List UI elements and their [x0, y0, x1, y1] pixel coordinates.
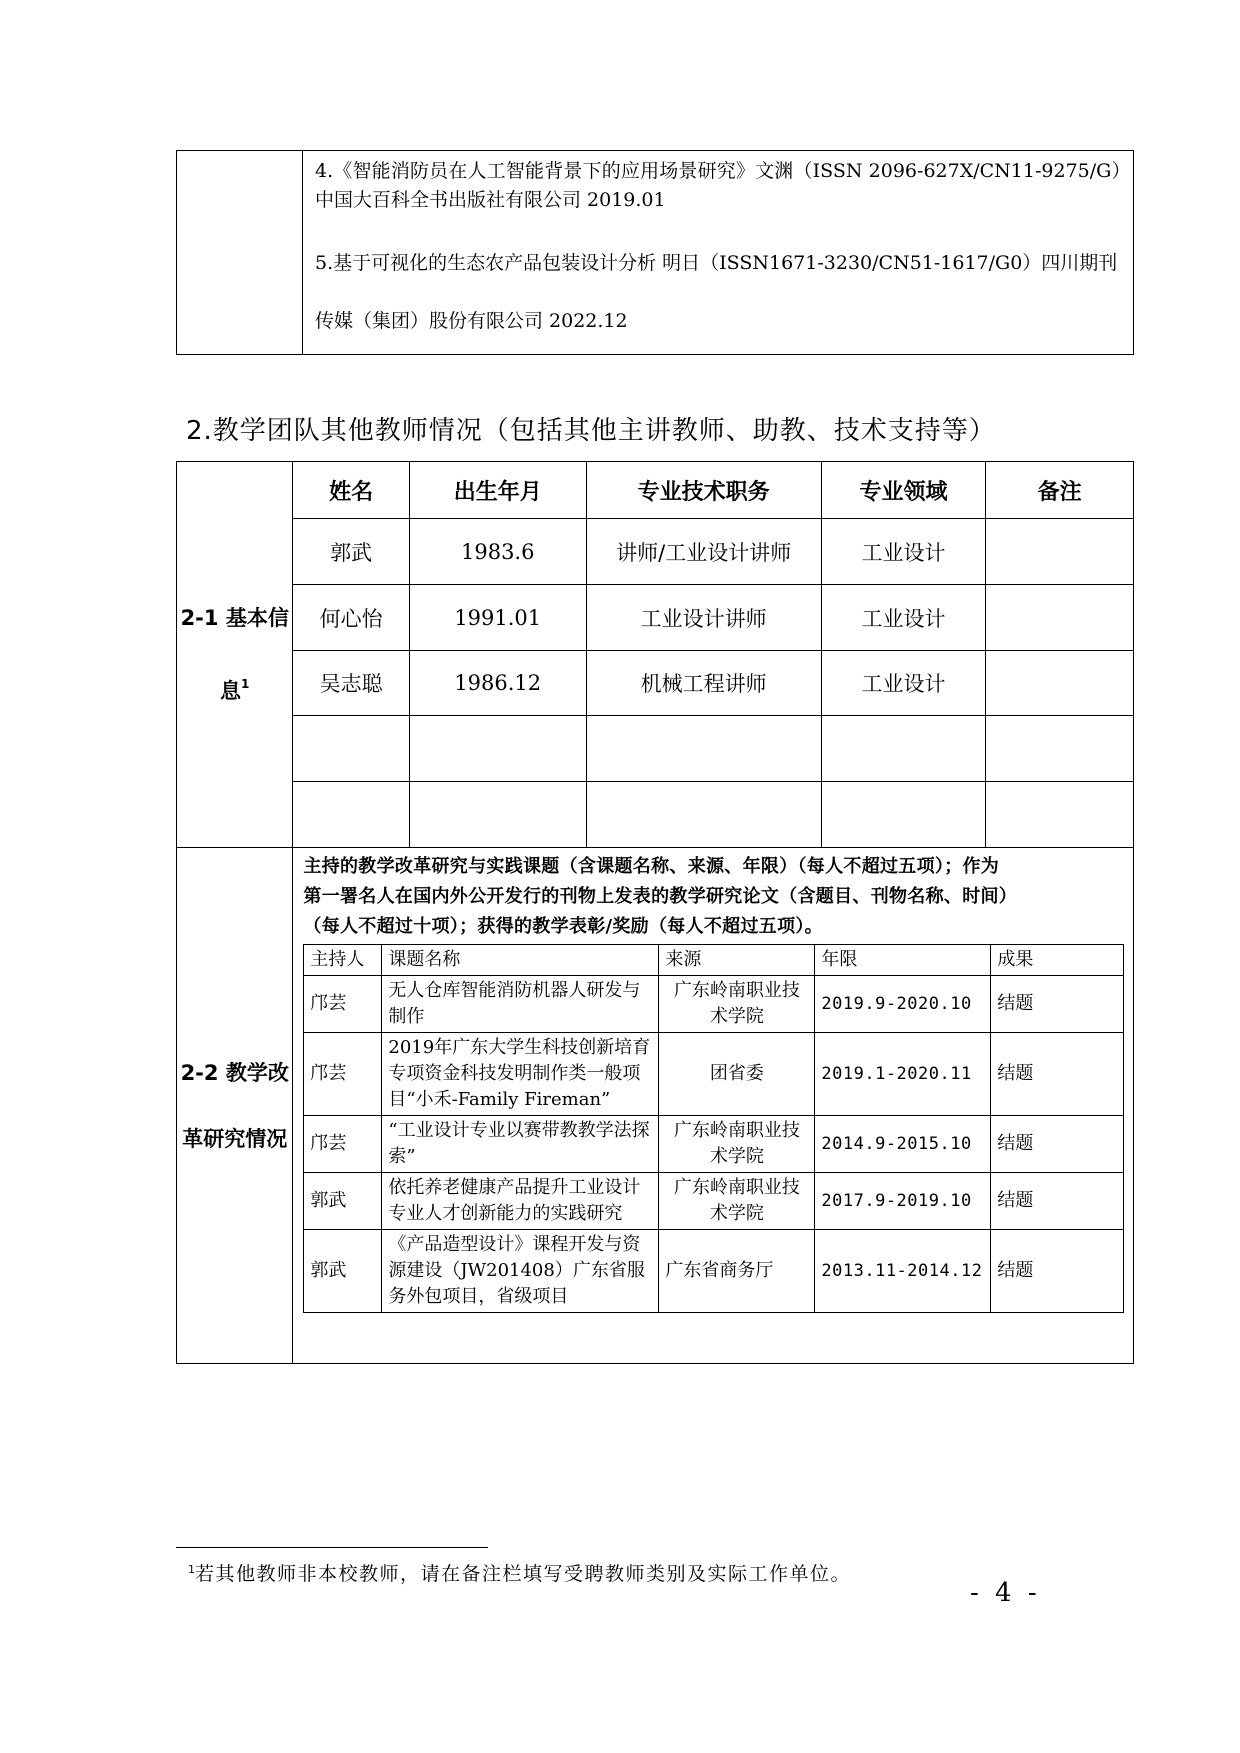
teacher-birth: 1986.12 [409, 651, 586, 716]
project-result: 结题 [991, 1033, 1124, 1116]
header-field: 专业领域 [821, 462, 986, 519]
header-title: 专业技术职务 [586, 462, 821, 519]
project-years: 2019.9-2020.10 [815, 976, 991, 1033]
teacher-row-empty [177, 716, 1134, 782]
page-number: - 4 - [970, 1578, 1041, 1608]
teacher-title: 讲师/工业设计讲师 [586, 519, 821, 585]
footnote-number: 1 [188, 1563, 195, 1576]
project-host: 郭武 [304, 1173, 382, 1230]
header-note: 备注 [986, 462, 1134, 519]
teacher-birth: 1991.01 [409, 585, 586, 651]
project-row [304, 1230, 1124, 1313]
reform-label: 2-2 教学改革研究情况 [177, 848, 293, 1364]
project-result: 结题 [991, 1173, 1124, 1230]
paper-item: 4.《智能消防员在人工智能背景下的应用场景研究》文渊（ISSN 2096-627X/CN11-9275/G）中国大百科全书出版社有限公司 2019.01 [315, 160, 1121, 211]
footnote-text: 若其他教师非本校教师，请在备注栏填写受聘教师类别及实际工作单位。 [195, 1563, 852, 1585]
project-host: 邝芸 [304, 976, 382, 1033]
teacher-title: 机械工程讲师 [586, 651, 821, 716]
project-host: 邝芸 [304, 1033, 382, 1116]
project-years: 2013.11-2014.12 [815, 1230, 991, 1313]
teacher-name: 郭武 [293, 519, 409, 585]
project-source: 广东岭南职业技术学院 [659, 976, 815, 1033]
teacher-field: 工业设计 [821, 585, 986, 651]
footnote-divider [176, 1547, 488, 1548]
project-name: 《产品造型设计》课程开发与资源建设（JW201408）广东省服务外包项目，省级项目 [382, 1230, 659, 1313]
project-years: 2019.1-2020.11 [815, 1033, 991, 1116]
project-source: 广东省商务厅 [659, 1230, 815, 1313]
reform-description-line: （每人不超过十项）；获得的教学表彰/奖励（每人不超过五项）。 [303, 916, 823, 937]
reform-description-line: 第一署名人在国内外公开发行的刊物上发表的教学研究论文（含题目、刊物名称、时间） [303, 886, 1018, 907]
continuation-table [176, 150, 1134, 355]
project-row [304, 1033, 1124, 1116]
teacher-row-empty [177, 782, 1134, 848]
footnote [188, 1559, 851, 1586]
teacher-field: 工业设计 [821, 519, 986, 585]
project-name: 依托养老健康产品提升工业设计专业人才创新能力的实践研究 [382, 1173, 659, 1230]
projects-header-years: 年限 [815, 945, 991, 976]
projects-header-name: 课题名称 [382, 945, 659, 976]
teacher-name: 何心怡 [293, 585, 409, 651]
project-row [304, 976, 1124, 1033]
teacher-row [177, 585, 1134, 651]
basic-info-label: 2-1 基本信息$^1$ [177, 462, 293, 848]
project-source: 广东岭南职业技术学院 [659, 1173, 815, 1230]
project-host: 邝芸 [304, 1116, 382, 1173]
projects-header-host: 主持人 [304, 945, 382, 976]
team-table [176, 461, 1134, 1364]
teacher-row [177, 519, 1134, 585]
header-name: 姓名 [293, 462, 409, 519]
reform-description [303, 852, 1178, 942]
project-years: 2014.9-2015.10 [815, 1116, 991, 1173]
reform-content [293, 848, 1134, 1364]
project-source: 广东岭南职业技术学院 [659, 1116, 815, 1173]
teacher-note [986, 519, 1134, 585]
teacher-note [986, 651, 1134, 716]
project-years: 2017.9-2019.10 [815, 1173, 991, 1230]
projects-header-source: 来源 [659, 945, 815, 976]
project-result: 结题 [991, 1230, 1124, 1313]
projects-header-result: 成果 [991, 945, 1124, 976]
project-name: “工业设计专业以赛带教教学法探索” [382, 1116, 659, 1173]
reform-description-line: 主持的教学改革研究与实践课题（含课题名称、来源、年限）（每人不超过五项）；作为 [303, 856, 1000, 877]
project-row [304, 1116, 1124, 1173]
teacher-name: 吴志聪 [293, 651, 409, 716]
continuation-left-cell [177, 151, 303, 355]
projects-table [303, 944, 1124, 1313]
project-name: 无人仓库智能消防机器人研发与制作 [382, 976, 659, 1033]
header-birth: 出生年月 [409, 462, 586, 519]
project-result: 结题 [991, 1116, 1124, 1173]
section-title: 2.教学团队其他教师情况（包括其他主讲教师、助教、技术支持等） [186, 416, 996, 446]
footnote-marker: 1 [241, 677, 250, 691]
teacher-birth: 1983.6 [409, 519, 586, 585]
teacher-field: 工业设计 [821, 651, 986, 716]
continuation-papers-cell [303, 151, 1134, 355]
project-host: 郭武 [304, 1230, 382, 1313]
teacher-row [177, 651, 1134, 716]
project-row [304, 1173, 1124, 1230]
teacher-note [986, 585, 1134, 651]
project-result: 结题 [991, 976, 1124, 1033]
project-source: 团省委 [659, 1033, 815, 1116]
project-name: 2019年广东大学生科技创新培育专项资金科技发明制作类一般项目“小禾-Family Fireman” [382, 1033, 659, 1116]
teacher-title: 工业设计讲师 [586, 585, 821, 651]
paper-item: 5.基于可视化的生态农产品包装设计分析 明日（ISSN1671-3230/CN51-1617/G0）四川期刊传媒（集团）股份有限公司 2022.12 [315, 252, 1118, 332]
